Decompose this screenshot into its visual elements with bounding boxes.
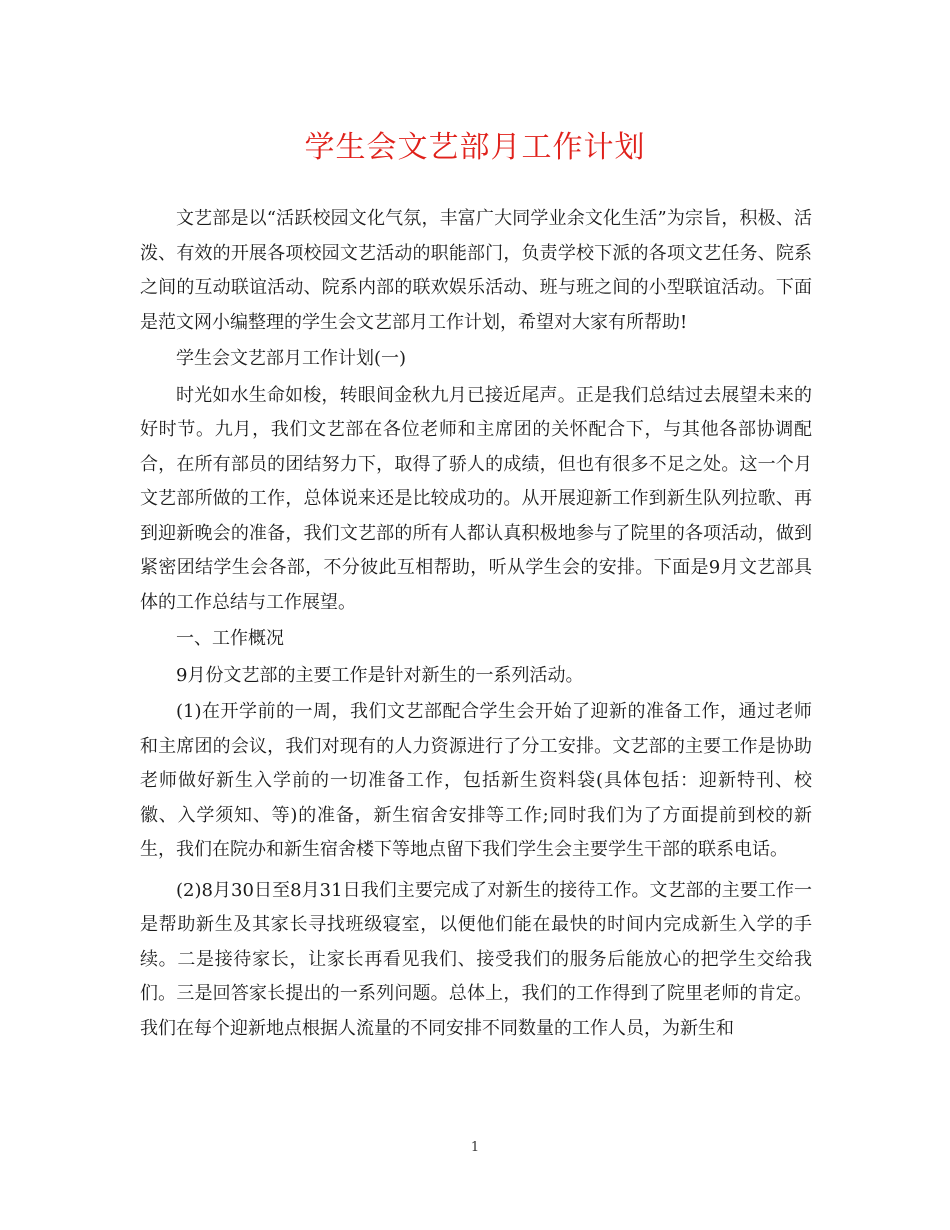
paragraph-summary: 9月份文艺部的主要工作是针对新生的一系列活动。 [176, 664, 584, 686]
paragraph-item-2: (2)8月30日至8月31日我们主要完成了对新生的接待工作。文艺部的主要工作一是帮助新生及其家长寻找班级寝室，以便他们能在最快的时间内完成新生入学的手续。二是接待家长，让家长再看见我们、接受我们的服务后能放心的把学生交给我们。三是回答家长提出的一系列问题。总体上，我们的工作得到了院里老师的肯定。我们在每个迎新地点根据人流量的不同安排不同数量的工作人员，为新生和 [140, 879, 812, 1039]
document-body [140, 202, 812, 1048]
document-title: 学生会文艺部月工作计划 [304, 130, 646, 165]
paragraph-subtitle: 学生会文艺部月工作计划(一) [176, 348, 407, 369]
page-number: 1 [470, 1140, 480, 1155]
paragraph-intro: 文艺部是以“活跃校园文化气氛，丰富广大同学业余文化生活”为宗旨，积极、活泼、有效的开展各项校园文艺活动的职能部门，负责学校下派的各项文艺任务、院系之间的互动联谊活动、院系内部的联欢娱乐活动、班与班之间的小型联谊活动。下面是范文网小编整理的学生会文艺部月工作计划，希望对大家有所帮助! [140, 208, 812, 333]
paragraph-item-1: (1)在开学前的一周，我们文艺部配合学生会开始了迎新的准备工作，通过老师和主席团的会议，我们对现有的人力资源进行了分工安排。文艺部的主要工作是协助老师做好新生入学前的一切准备工作，包括新生资料袋(具体包括：迎新特刊、校徽、入学须知、等)的准备，新生宿舍安排等工作;同时我们为了方面提前到校的新生，我们在院办和新生宿舍楼下等地点留下我们学生会主要学生干部的联系电话。 [140, 701, 812, 860]
paragraph-overview: 时光如水生命如梭，转眼间金秋九月已接近尾声。正是我们总结过去展望未来的好时节。九月，我们文艺部在各位老师和主席团的关怀配合下，与其他各部协调配合，在所有部员的团结努力下，取得了骄人的成绩，但也有很多不足之处。这一个月文艺部所做的工作，总体说来还是比较成功的。从开展迎新工作到新生队列拉歌、再到迎新晚会的准备，我们文艺部的所有人都认真积极地参与了院里的各项活动，做到紧密团结学生会各部，不分彼此互相帮助，听从学生会的安排。下面是9月文艺部具体的工作总结与工作展望。 [140, 384, 812, 613]
section-heading: 一、工作概况 [176, 628, 284, 649]
